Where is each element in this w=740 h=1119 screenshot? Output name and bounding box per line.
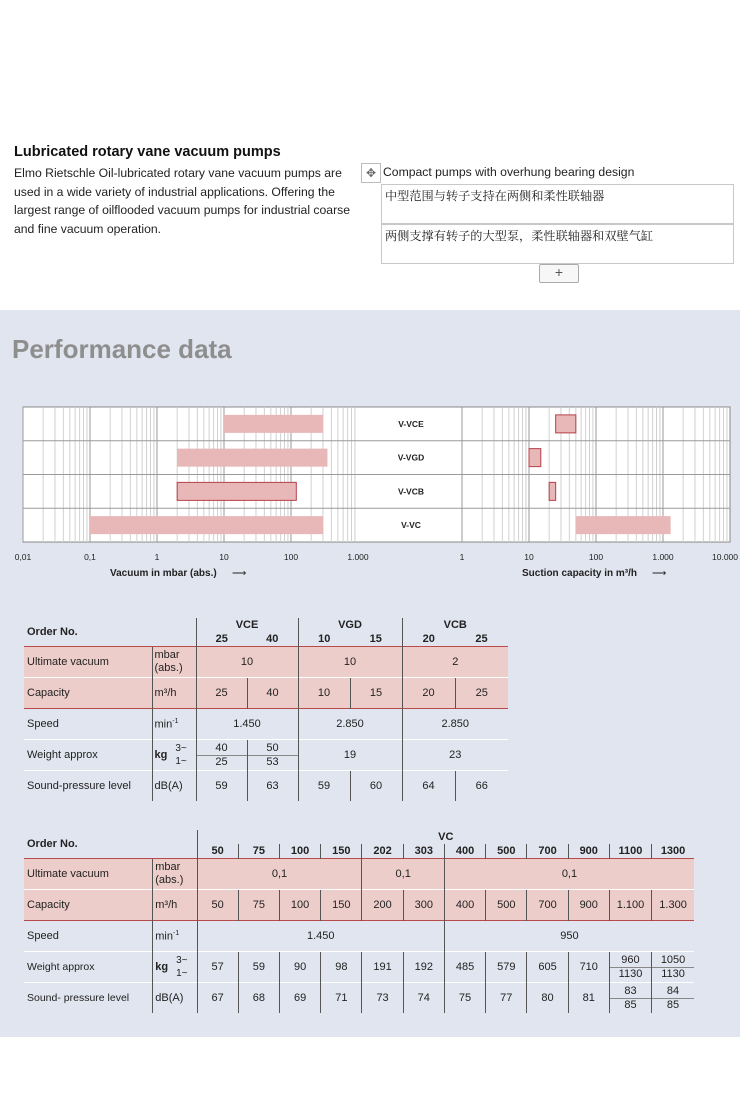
- size-header: 10: [298, 632, 350, 647]
- left-tick-label: 1: [154, 552, 160, 562]
- category-label: V-VC: [401, 520, 421, 531]
- row-label: Capacity: [24, 890, 153, 921]
- compact-pumps-heading: Compact pumps with overhung bearing design: [383, 165, 635, 179]
- row-label: Weight approx: [24, 952, 153, 983]
- large-pumps-text-box[interactable]: 两侧支撑有转子的大型泵，柔性联轴器和双壁气缸: [381, 224, 734, 264]
- row-label: Speed: [24, 921, 153, 952]
- table-cell: 10: [196, 647, 298, 678]
- category-label: V-VCB: [398, 486, 424, 497]
- right-tick-label: 1: [459, 552, 465, 562]
- left-tick-label: 100: [283, 552, 299, 562]
- category-label: V-VCE: [398, 418, 424, 429]
- performance-chart: [0, 400, 740, 585]
- left-tick-label: 1.000: [347, 552, 369, 562]
- capacity-bar: [549, 482, 555, 500]
- row-label: Ultimate vacuum: [24, 647, 152, 678]
- left-tick-label: 10: [219, 552, 229, 562]
- left-tick-label: 0,01: [14, 552, 32, 562]
- vacuum-bar: [224, 415, 323, 433]
- row-label: Weight approx: [24, 740, 152, 771]
- capacity-bar: [576, 516, 671, 534]
- intro-paragraph: Elmo Rietschle Oil-lubricated rotary vane vacuum pumps are used in a wide variety of industrial applications. Offering the largest range of oilflooded vacuum pumps for industrial coarse and fine vacuum operation.: [14, 166, 351, 236]
- left-tick-label: 0,1: [84, 552, 96, 562]
- unit-cell: m³/h: [152, 678, 196, 709]
- right-tick-label: 10.000: [712, 552, 738, 562]
- medium-range-text-box[interactable]: 中型范围与转子支持在两侧和柔性联轴器: [381, 184, 734, 224]
- table-vc: Order No. VC 50 75 100 150 202 303 400 500 700 900 1100 1300 Ultimate vacuum mbar (abs.) 0,1 0,1 0,1 Capacity m³/h 50 75 100 150 200 300 400 500 700 900 1.100 1.300 Speed $\min^{-1}$ 1.450 950 Weight approx kg 3~ 1~ 57 59 90 98 191 192 485 579 605 710 960 1130 1050 1130 Sound- pressure level dB(A) 67 68 69 71 73 74 75 77 80 81 83 85 84 85: [24, 830, 694, 1013]
- left-axis-arrow-icon: ⟶: [232, 568, 247, 579]
- vacuum-bar: [90, 516, 323, 534]
- unit-cell: $\min^{-1}$: [152, 709, 196, 740]
- row-label: Ultimate vacuum: [24, 859, 153, 890]
- group-header: VC: [197, 830, 694, 844]
- table-vce-vgd-vcb: Order No. VCE VGD VCB 25 40 10 15 20 25 Ultimate vacuum mbar (abs.) 10 10 2 Capacity m³/h 25 40 10 15 20 25 Speed $\min^{-1}$ 1.450 2.850 2.850 Weight approx kg 3~ 1~ 40 25 50 53 19 23 Sound-pressure level dB(A) 59 63 59 60 64 66: [24, 618, 508, 801]
- right-axis-label: Suction capacity in m³/h: [522, 568, 638, 579]
- size-header: 15: [369, 633, 382, 645]
- size-header: 20: [402, 632, 455, 647]
- right-tick-label: 1.000: [652, 552, 674, 562]
- size-header: 40: [266, 633, 279, 645]
- group-header: VGD: [298, 618, 402, 632]
- right-tick-label: 10: [524, 552, 534, 562]
- unit-cell: dB(A): [152, 771, 196, 802]
- order-no-header: Order No.: [27, 838, 78, 850]
- right-axis-arrow-icon: ⟶: [652, 568, 667, 579]
- right-tick-label: 100: [588, 552, 604, 562]
- group-header: VCE: [196, 618, 298, 632]
- order-no-header: Order No.: [27, 626, 78, 638]
- table-cell: 2: [402, 647, 508, 678]
- vacuum-bar: [177, 449, 327, 467]
- row-label: Sound- pressure level: [24, 983, 153, 1014]
- capacity-bar: [529, 449, 541, 467]
- move-handle-icon[interactable]: ✥: [361, 163, 381, 183]
- row-label: Sound-pressure level: [24, 771, 152, 802]
- left-axis-label: Vacuum in mbar (abs.): [110, 568, 217, 579]
- vacuum-bar: [177, 482, 296, 500]
- section-title: Lubricated rotary vane vacuum pumps: [14, 144, 281, 160]
- chart-tick-labels: [15, 552, 739, 562]
- row-label: Capacity: [24, 678, 152, 709]
- table-cell: 10: [298, 647, 402, 678]
- add-row-button[interactable]: +: [539, 264, 579, 283]
- size-header: 25: [475, 633, 488, 645]
- performance-title: Performance data: [12, 334, 232, 364]
- group-header: VCB: [402, 618, 508, 632]
- row-label: Speed: [24, 709, 152, 740]
- category-label: V-VGD: [397, 452, 425, 463]
- capacity-bar: [556, 415, 576, 433]
- size-header: 25: [196, 632, 247, 647]
